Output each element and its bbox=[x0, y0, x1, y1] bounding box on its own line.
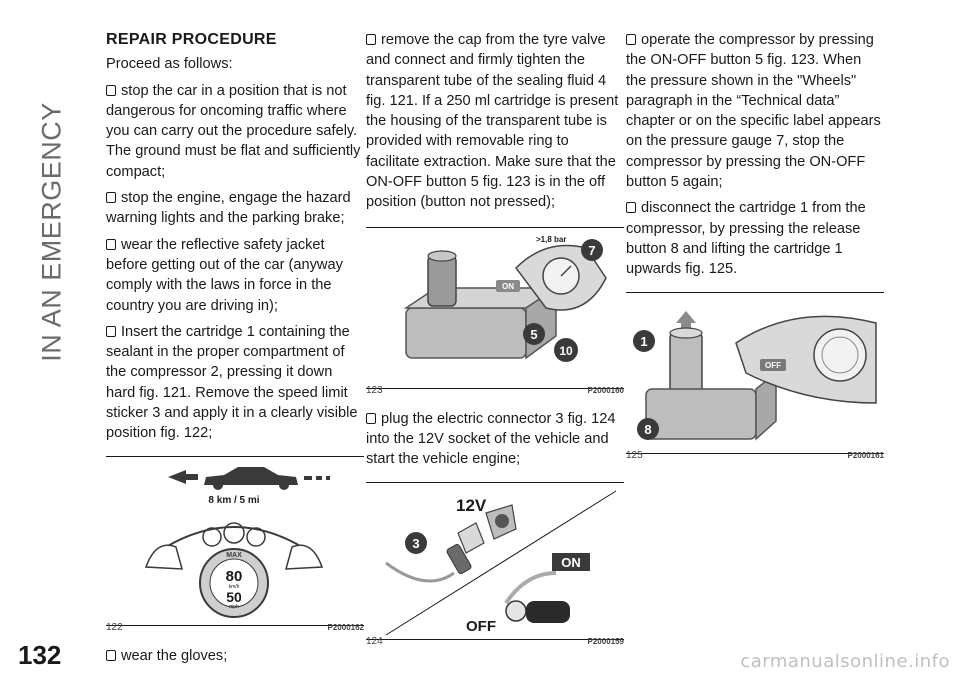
intro-text: Proceed as follows: bbox=[106, 56, 233, 73]
step-item: plug the electric connector 3 fig. 124 into the 12V socket of the vehicle and start the vehicle engine; bbox=[366, 410, 616, 468]
callout-5: 5 bbox=[530, 326, 538, 342]
compressor-on-button-illustration bbox=[366, 228, 624, 388]
speed-sticker-illustration bbox=[106, 457, 364, 625]
unit-mph: mph bbox=[229, 603, 239, 610]
checkbox-bullet-icon bbox=[366, 413, 376, 424]
figure-122 bbox=[106, 456, 364, 634]
callout-7: 7 bbox=[588, 242, 596, 258]
figure-code: P2000160 bbox=[587, 386, 624, 396]
figure-number: 122 bbox=[106, 622, 123, 634]
speed-value-mph: 50 bbox=[226, 588, 242, 605]
page-number: 132 bbox=[18, 640, 62, 670]
step-item: Insert the cartridge 1 containing the sealant in the proper compartment of the compressor 2, pressing it down hard fig. 121. Remove the speed limit sticker 3 and apply it in a clearly visible position fig. 122; bbox=[106, 323, 358, 442]
checkbox-bullet-icon bbox=[106, 192, 116, 203]
off-label: OFF bbox=[765, 360, 781, 370]
ignition-on-label: ON bbox=[561, 554, 581, 570]
callout-3: 3 bbox=[412, 535, 420, 551]
speed-value-kmh: 80 bbox=[225, 567, 243, 585]
step-item: disconnect the cartridge 1 from the compressor, by pressing the release button 8 and lifting the cartridge 1 upwards fig. 125. bbox=[626, 200, 866, 278]
power-socket-illustration bbox=[366, 483, 624, 639]
figure-125 bbox=[626, 292, 884, 462]
checkbox-bullet-icon bbox=[626, 202, 636, 213]
section-heading: REPAIR PROCEDURE bbox=[106, 31, 277, 48]
12v-label: 12V bbox=[456, 495, 487, 515]
checkbox-bullet-icon bbox=[366, 34, 376, 45]
max-label: MAX bbox=[226, 551, 242, 559]
ignition-off-label: OFF bbox=[466, 617, 496, 635]
callout-1: 1 bbox=[640, 333, 648, 349]
column-1 bbox=[106, 30, 364, 672]
checkbox-bullet-icon bbox=[106, 326, 116, 337]
step-item: wear the gloves; bbox=[106, 646, 364, 666]
figure-number: 123 bbox=[366, 385, 383, 397]
watermark: carmanualsonline.info bbox=[740, 651, 950, 672]
figure-code: P2000159 bbox=[587, 637, 624, 647]
step-item: stop the engine, engage the hazard warning lights and the parking brake; bbox=[106, 190, 351, 227]
figure-number: 124 bbox=[366, 636, 383, 648]
step-item: wear the reflective safety jacket before getting out of the car (anyway comply with the laws in force in the country you are driving in); bbox=[106, 236, 343, 314]
column-2 bbox=[366, 30, 624, 650]
figure-123 bbox=[366, 227, 624, 397]
step-item: stop the car in a position that is not dangerous for oncoming traffic where you can carry out the procedure safely. The ground must be flat and sufficiently compact; bbox=[106, 82, 361, 180]
checkbox-bullet-icon bbox=[106, 650, 116, 661]
figure-number: 125 bbox=[626, 450, 643, 462]
step-item: remove the cap from the tyre valve and connect and firmly tighten the transparent tube of the sealing fluid 4 fig. 121. If a 250 ml cartridge is present the housing of the transparent tube is provided with removable ring to facilitate extraction. Make sure that the ON-OFF button 5 fig. 123 is in the off position (button not pressed); bbox=[366, 32, 619, 211]
figure-code: P2000162 bbox=[327, 623, 364, 633]
figure-code: P2000161 bbox=[847, 451, 884, 461]
on-label: ON bbox=[502, 281, 514, 291]
speed-limit-label: 8 km / 5 mi bbox=[208, 494, 260, 506]
figure-124 bbox=[366, 482, 624, 648]
checkbox-bullet-icon bbox=[106, 239, 116, 250]
checkbox-bullet-icon bbox=[106, 85, 116, 96]
step-item: operate the compressor by pressing the ON-OFF button 5 fig. 123. When the pressure shown in the "Wheels" paragraph in the “Technical data” chapter or on the specific label appears on the pressure gauge 7, stop the compressor by pressing the ON-OFF button 5 again; bbox=[626, 32, 881, 191]
cartridge-release-illustration bbox=[626, 293, 884, 453]
unit-kmh: km/h bbox=[228, 583, 240, 590]
callout-10: 10 bbox=[559, 343, 573, 358]
callout-8: 8 bbox=[644, 421, 652, 437]
checkbox-bullet-icon bbox=[626, 34, 636, 45]
column-3 bbox=[626, 30, 884, 464]
pressure-label: >1,8 bar bbox=[536, 234, 567, 244]
